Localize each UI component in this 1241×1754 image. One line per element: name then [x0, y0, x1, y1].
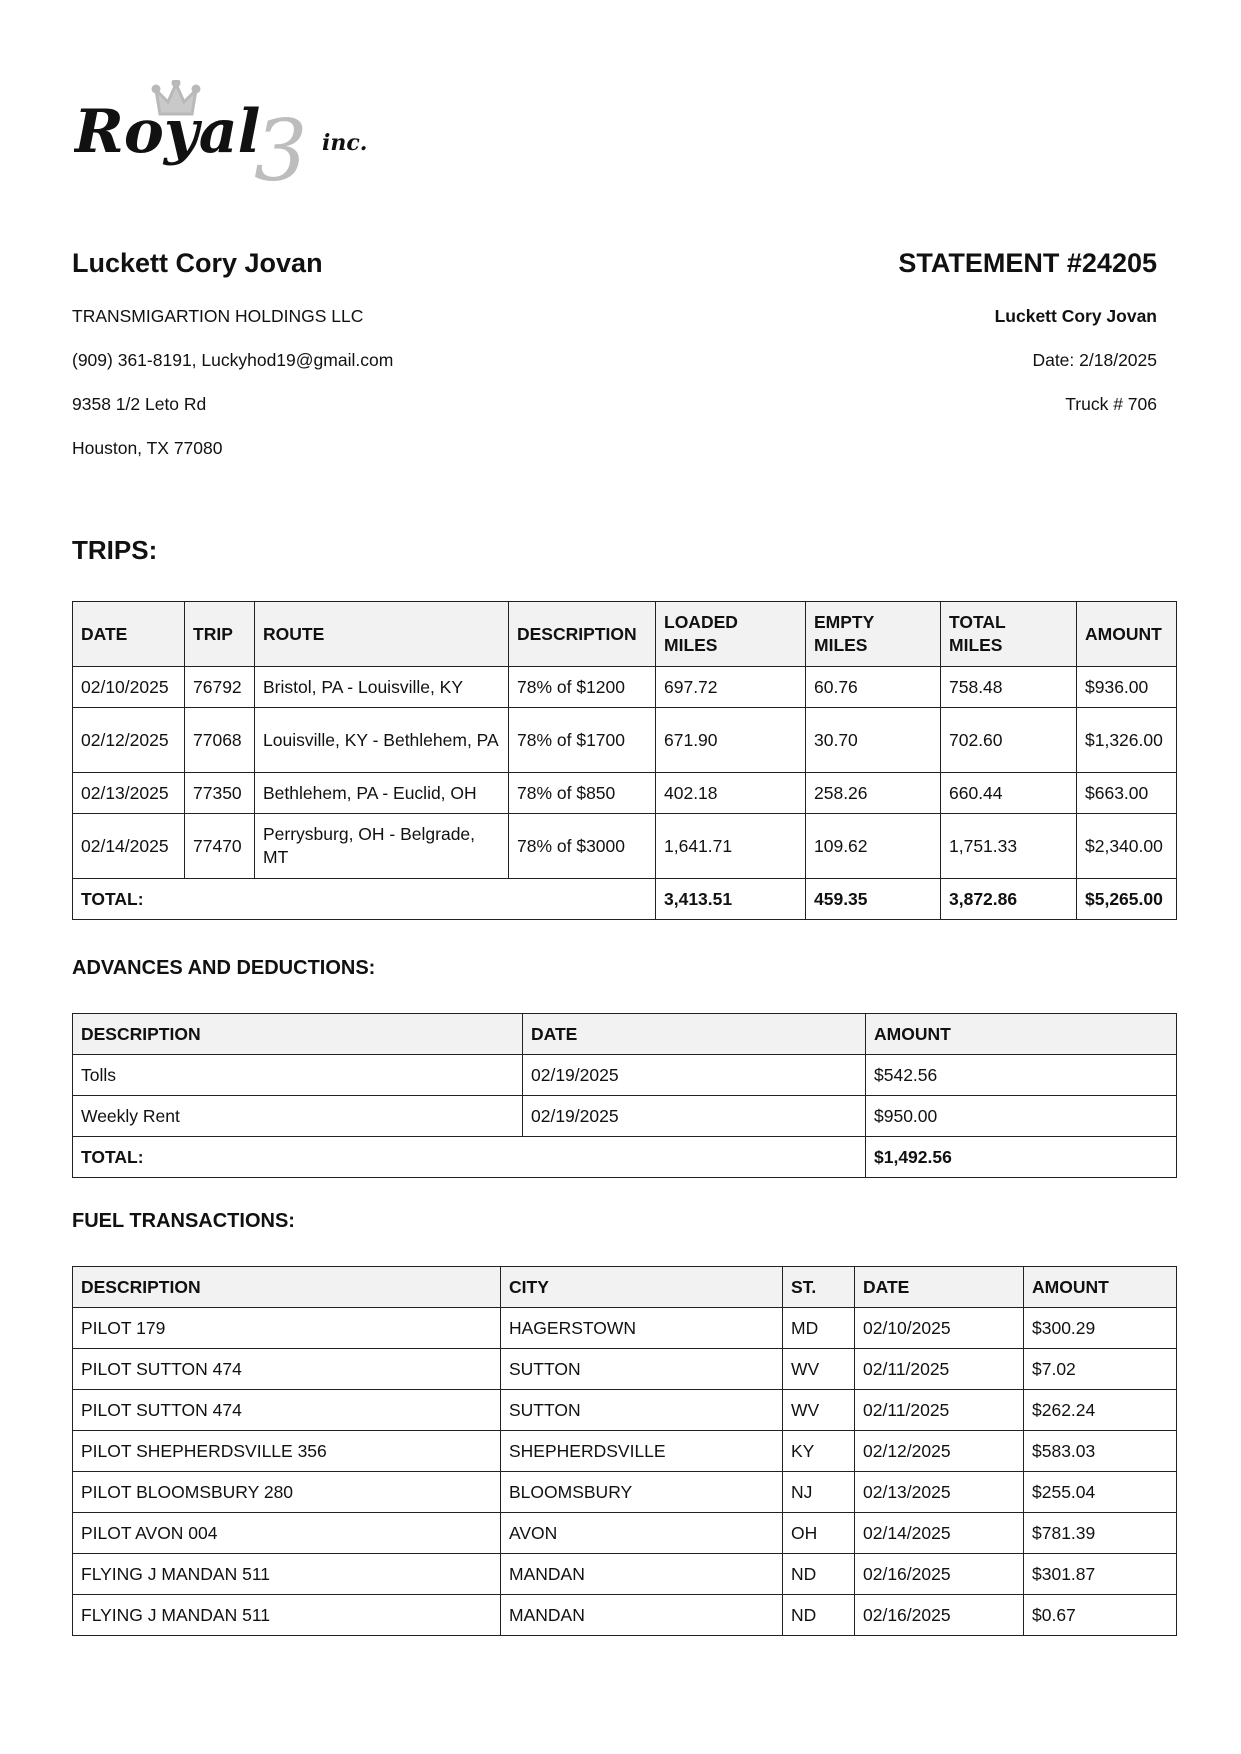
advances-col-description: DESCRIPTION: [73, 1014, 523, 1055]
advance-description: Weekly Rent: [73, 1096, 523, 1137]
trip-amount: $2,340.00: [1077, 814, 1177, 879]
trips-total-loaded: 3,413.51: [656, 879, 806, 920]
fuel-description: PILOT BLOOMSBURY 280: [73, 1472, 501, 1513]
trip-date: 02/14/2025: [73, 814, 185, 879]
trip-number: 76792: [185, 667, 255, 708]
fuel-title: FUEL TRANSACTIONS:: [72, 1210, 295, 1232]
trip-total-miles: 660.44: [941, 773, 1077, 814]
fuel-amount: $262.24: [1024, 1390, 1177, 1431]
fuel-header-row: [73, 1267, 1177, 1308]
trips-col-amount: AMOUNT: [1077, 602, 1177, 667]
trip-route: Perrysburg, OH - Belgrade, MT: [255, 814, 509, 879]
fuel-date: 02/16/2025: [855, 1554, 1024, 1595]
table-row: [73, 1595, 1177, 1636]
trips-total-label: TOTAL:: [73, 879, 656, 920]
trips-table: [72, 601, 1177, 920]
logo-number: 3: [254, 102, 308, 190]
advance-date: 02/19/2025: [523, 1096, 866, 1137]
trip-empty-miles: 109.62: [806, 814, 941, 879]
trips-col-total-miles: TOTAL MILES: [941, 602, 1077, 667]
table-row: [73, 1096, 1177, 1137]
advances-total-row: [73, 1137, 1177, 1178]
trip-number: 77068: [185, 708, 255, 773]
advance-description: Tolls: [73, 1055, 523, 1096]
trip-date: 02/10/2025: [73, 667, 185, 708]
table-row: [73, 1308, 1177, 1349]
fuel-state: WV: [783, 1349, 855, 1390]
statement-title: STATEMENT #24205: [898, 248, 1157, 278]
trip-route: Bethlehem, PA - Euclid, OH: [255, 773, 509, 814]
fuel-date: 02/13/2025: [855, 1472, 1024, 1513]
fuel-city: SUTTON: [501, 1390, 783, 1431]
fuel-amount: $300.29: [1024, 1308, 1177, 1349]
table-row: [73, 814, 1177, 879]
advances-col-amount: AMOUNT: [866, 1014, 1177, 1055]
trip-date: 02/12/2025: [73, 708, 185, 773]
fuel-amount: $583.03: [1024, 1431, 1177, 1472]
fuel-date: 02/14/2025: [855, 1513, 1024, 1554]
driver-company: TRANSMIGARTION HOLDINGS LLC: [72, 306, 364, 326]
trip-date: 02/13/2025: [73, 773, 185, 814]
trip-description: 78% of $1200: [509, 667, 656, 708]
trips-title: TRIPS:: [72, 535, 158, 565]
trip-amount: $663.00: [1077, 773, 1177, 814]
trips-col-date: DATE: [73, 602, 185, 667]
table-row: [73, 1472, 1177, 1513]
fuel-description: PILOT SUTTON 474: [73, 1349, 501, 1390]
trips-header-row: [73, 602, 1177, 667]
advances-col-date: DATE: [523, 1014, 866, 1055]
advance-date: 02/19/2025: [523, 1055, 866, 1096]
fuel-state: MD: [783, 1308, 855, 1349]
trip-total-miles: 1,751.33: [941, 814, 1077, 879]
trip-loaded-miles: 697.72: [656, 667, 806, 708]
driver-info: [72, 248, 592, 481]
trip-description: 78% of $3000: [509, 814, 656, 879]
trips-col-trip: TRIP: [185, 602, 255, 667]
trip-amount: $1,326.00: [1077, 708, 1177, 773]
fuel-city: MANDAN: [501, 1595, 783, 1636]
statement-info: [637, 248, 1157, 437]
table-row: [73, 1554, 1177, 1595]
company-logo: [74, 80, 384, 190]
fuel-table: [72, 1266, 1177, 1636]
table-row: [73, 1349, 1177, 1390]
trip-number: 77470: [185, 814, 255, 879]
table-row: [73, 708, 1177, 773]
advances-total-amount: $1,492.56: [866, 1137, 1177, 1178]
driver-contact: (909) 361-8191, Luckyhod19@gmail.com: [72, 350, 394, 370]
table-row: [73, 1513, 1177, 1554]
advance-amount: $542.56: [866, 1055, 1177, 1096]
fuel-date: 02/16/2025: [855, 1595, 1024, 1636]
fuel-state: ND: [783, 1595, 855, 1636]
trip-number: 77350: [185, 773, 255, 814]
trips-col-empty-miles: EMPTY MILES: [806, 602, 941, 667]
fuel-amount: $781.39: [1024, 1513, 1177, 1554]
table-row: [73, 773, 1177, 814]
fuel-state: OH: [783, 1513, 855, 1554]
fuel-city: SHEPHERDSVILLE: [501, 1431, 783, 1472]
table-row: [73, 1390, 1177, 1431]
fuel-col-description: DESCRIPTION: [73, 1267, 501, 1308]
logo-wordmark: Royal: [74, 97, 261, 167]
trip-total-miles: 758.48: [941, 667, 1077, 708]
fuel-state: ND: [783, 1554, 855, 1595]
fuel-amount: $301.87: [1024, 1554, 1177, 1595]
advances-total-label: TOTAL:: [73, 1137, 866, 1178]
trips-total-row: [73, 879, 1177, 920]
fuel-date: 02/10/2025: [855, 1308, 1024, 1349]
trips-col-loaded-miles: LOADED MILES: [656, 602, 806, 667]
trip-route: Bristol, PA - Louisville, KY: [255, 667, 509, 708]
trip-loaded-miles: 1,641.71: [656, 814, 806, 879]
fuel-description: PILOT SHEPHERDSVILLE 356: [73, 1431, 501, 1472]
fuel-amount: $0.67: [1024, 1595, 1177, 1636]
trip-empty-miles: 30.70: [806, 708, 941, 773]
fuel-description: PILOT SUTTON 474: [73, 1390, 501, 1431]
trips-col-description: DESCRIPTION: [509, 602, 656, 667]
advances-table: [72, 1013, 1177, 1178]
fuel-description: PILOT AVON 004: [73, 1513, 501, 1554]
fuel-col-state: ST.: [783, 1267, 855, 1308]
trip-empty-miles: 258.26: [806, 773, 941, 814]
trips-col-route: ROUTE: [255, 602, 509, 667]
fuel-city: MANDAN: [501, 1554, 783, 1595]
table-row: [73, 667, 1177, 708]
fuel-description: PILOT 179: [73, 1308, 501, 1349]
fuel-amount: $255.04: [1024, 1472, 1177, 1513]
table-row: [73, 1055, 1177, 1096]
fuel-city: AVON: [501, 1513, 783, 1554]
trips-total-empty: 459.35: [806, 879, 941, 920]
trip-amount: $936.00: [1077, 667, 1177, 708]
logo-suffix: inc.: [322, 130, 368, 156]
fuel-description: FLYING J MANDAN 511: [73, 1554, 501, 1595]
driver-address-line1: 9358 1/2 Leto Rd: [72, 394, 207, 414]
trip-empty-miles: 60.76: [806, 667, 941, 708]
fuel-state: KY: [783, 1431, 855, 1472]
advances-title: ADVANCES AND DEDUCTIONS:: [72, 957, 376, 979]
fuel-date: 02/12/2025: [855, 1431, 1024, 1472]
fuel-state: NJ: [783, 1472, 855, 1513]
statement-truck: Truck # 706: [1065, 394, 1157, 414]
statement-driver-name: Luckett Cory Jovan: [994, 306, 1157, 326]
fuel-col-city: CITY: [501, 1267, 783, 1308]
trip-description: 78% of $1700: [509, 708, 656, 773]
driver-name: Luckett Cory Jovan: [72, 248, 323, 278]
trips-total-miles: 3,872.86: [941, 879, 1077, 920]
fuel-amount: $7.02: [1024, 1349, 1177, 1390]
trip-total-miles: 702.60: [941, 708, 1077, 773]
fuel-city: BLOOMSBURY: [501, 1472, 783, 1513]
fuel-description: FLYING J MANDAN 511: [73, 1595, 501, 1636]
trip-loaded-miles: 402.18: [656, 773, 806, 814]
advance-amount: $950.00: [866, 1096, 1177, 1137]
fuel-city: HAGERSTOWN: [501, 1308, 783, 1349]
trip-route: Louisville, KY - Bethlehem, PA: [255, 708, 509, 773]
advances-header-row: [73, 1014, 1177, 1055]
trips-total-amount: $5,265.00: [1077, 879, 1177, 920]
table-row: [73, 1431, 1177, 1472]
fuel-col-date: DATE: [855, 1267, 1024, 1308]
fuel-state: WV: [783, 1390, 855, 1431]
fuel-date: 02/11/2025: [855, 1349, 1024, 1390]
statement-date: Date: 2/18/2025: [1032, 350, 1157, 370]
fuel-city: SUTTON: [501, 1349, 783, 1390]
fuel-date: 02/11/2025: [855, 1390, 1024, 1431]
trip-description: 78% of $850: [509, 773, 656, 814]
fuel-col-amount: AMOUNT: [1024, 1267, 1177, 1308]
driver-address-line2: Houston, TX 77080: [72, 438, 223, 458]
trip-loaded-miles: 671.90: [656, 708, 806, 773]
